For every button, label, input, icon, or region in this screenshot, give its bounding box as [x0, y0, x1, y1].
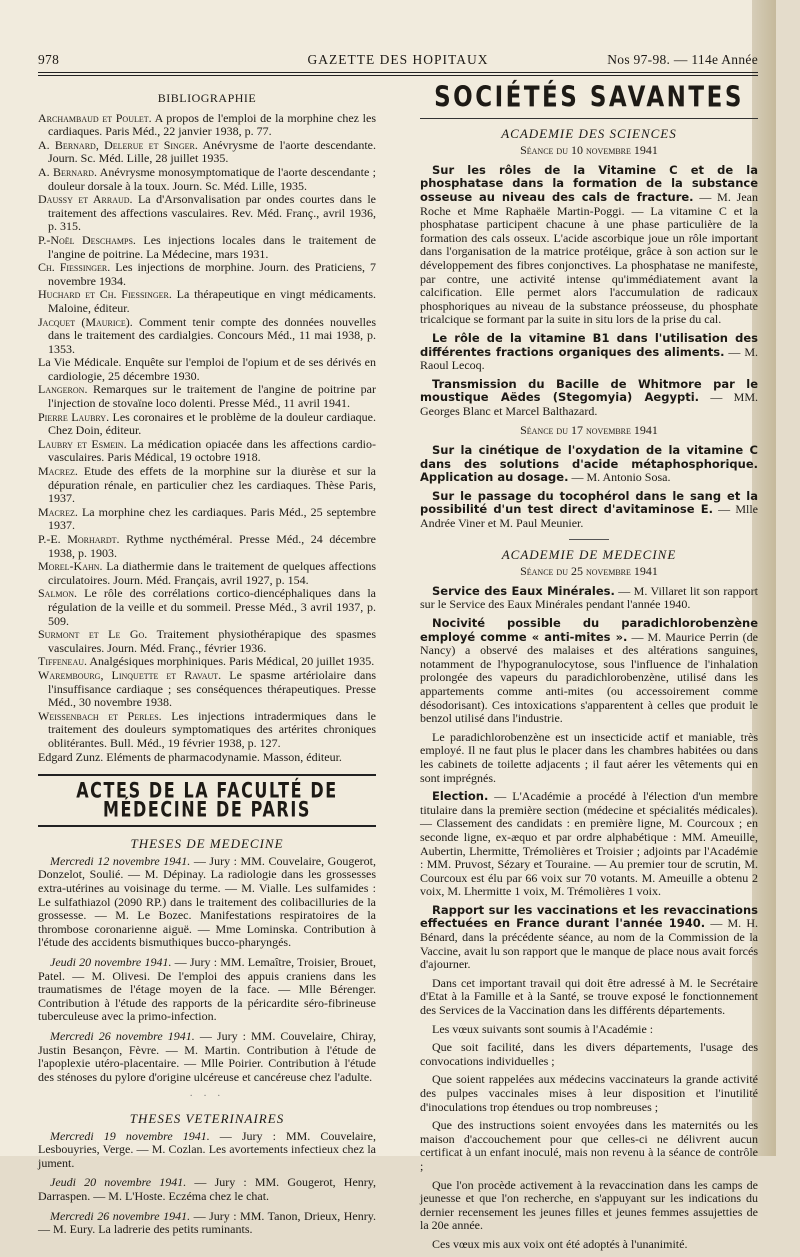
- reference-author: Surmont et Le Go.: [38, 627, 148, 642]
- item-text: — M. Maurice Perrin (de Nancy) a observé des malaises et des altérations sanguines, notamment de l'hypogranulocytose, sous l'influence de l'inhalation prolongée des vapeurs du paradichlorobenzène, utilisé dans les appartements comme anti-mites (ou accessoirement comme désodorisant). Ces intoxications s'apparentent à celles que produit le benzol utilisé dans l'industrie.: [420, 629, 759, 726]
- reference-text: Les coronaires et le problème de la douleur cardiaque. Chez Doin, éditeur.: [48, 409, 376, 438]
- item-title: Sur la cinétique de l'oxydation de la vitamine C dans des solutions d'acide métaphosphorique. Application au dosage.: [420, 443, 758, 485]
- reference-author: Laubry et Esmein.: [38, 436, 127, 451]
- reference-author: Morel-Kahn.: [38, 559, 103, 574]
- bibliography-entry: [38, 587, 376, 628]
- society-item: [420, 585, 758, 612]
- thesis-text: — Jury : MM. Gougerot, Henry, Darraspen. — M. L'Hoste. Eczéma chez le chat.: [38, 1175, 376, 1203]
- item-title: Le rôle de la vitamine B1 dans l'utilisation des différentes fractions organiques des aliments.: [420, 330, 758, 359]
- header-rule-2: [38, 75, 758, 76]
- bibliography-entry: [38, 288, 376, 315]
- seance-date: Séance du 10 novembre 1941: [520, 143, 658, 158]
- academie-medecine-title: ACADEMIE DE MEDECINE: [501, 546, 677, 562]
- reference-text: A propos de l'emploi de la morphine chez les cardiaques. Paris Méd., 22 janvier 1938, p. 77.: [48, 110, 376, 139]
- item-text: Dans cet important travail qui doit être adressé à M. le Secrétaire d'Etat à la Famille et à la Santé, se trouve exposé le fonctionnement des Services de la Vaccination dans les différents départements.: [420, 975, 758, 1018]
- bibliography-entry: [38, 438, 376, 465]
- bibliography-entry: [38, 465, 376, 506]
- society-item: [420, 790, 758, 899]
- reference-text: Rythme nycthéméral. Presse Méd., 24 décembre 1938, p. 1903.: [48, 532, 376, 560]
- item-text: — M. Villaret lit son rapport sur le Service des Eaux Minérales pendant l'année 1940.: [420, 583, 758, 612]
- society-item: [420, 1238, 758, 1252]
- reference-author: Macrez.: [38, 504, 78, 519]
- actes-title: ACTES DE LA FACULTÉ DE MÉDECINE DE PARIS: [76, 777, 338, 822]
- item-text: — M. Jean Roche et Mme Raphaële Martin-Poggi. — La vitamine C et la phosphatase participent chacune à une phase particulière de la formation des cals osseux. L'acide ascorbique joue un rôle important dans l'organisation de la matrice protéique, grâce à son action sur le développement des fibres conjonctives. La phosphatase ne manifeste, par contre, une activité intense qu'immédiatement avant la calcification. Elle permet alors l'accumulation de radicaux phosphoriques au niveau de la substance préosseuse, du phosphate tricalcique se formant par la suite in situ lors de la prise du cal.: [420, 189, 758, 327]
- academie-sciences-items-2: [420, 444, 758, 531]
- thesis-date: Mercredi 26 novembre 1941.: [50, 1208, 191, 1223]
- thesis-entry: [38, 1210, 376, 1237]
- bibliography-entry: [38, 139, 376, 166]
- reference-author: P.-E. Morhardt.: [38, 532, 120, 546]
- reference-text: Le spasme artériolaire dans l'insuffisance cardiaque ; ses conséquences thérapeutiques. Presse Méd., 30 novembre 1938.: [48, 667, 377, 710]
- thesis-date: Mercredi 26 novembre 1941.: [50, 1029, 195, 1043]
- thesis-date: Jeudi 20 novembre 1941.: [50, 1175, 187, 1190]
- seance-date: Séance du 17 novembre 1941: [520, 423, 658, 438]
- separator-rule: [569, 539, 609, 540]
- item-text: Les vœux suivants sont soumis à l'Académie :: [432, 1021, 654, 1036]
- section-rule-3: [420, 118, 758, 119]
- academie-sciences-title: ACADEMIE DES SCIENCES: [501, 125, 677, 141]
- reference-text: Traitement physiothérapique des spasmes vasculaires. Journ. Méd. Franç., février 1936.: [48, 627, 376, 655]
- journal-title: GAZETTE DES HOPITAUX: [307, 52, 489, 67]
- header-rule: [38, 72, 758, 73]
- reference-text: La morphine chez les cardiaques. Paris Méd., 25 septembre 1937.: [48, 504, 376, 533]
- bibliography-entry: [38, 628, 376, 655]
- thesis-entry: [38, 855, 376, 950]
- item-text: Que des instructions soient envoyées dans les maternités ou les maison d'accouchement pour que celles-ci ne délivrent aucun certificat à un enfant inoculé, mais non revenu à la séance de contrôle ;: [420, 1118, 758, 1173]
- item-title: Nocivité possible du paradichlorobenzène employé comme « anti-mites ».: [420, 616, 758, 644]
- reference-text: Etude des effets de la morphine sur la diurèse et sur la dépuration rénale, en particulier chez les cardiaques. Thèse Paris, 1937.: [48, 464, 376, 506]
- separator: · · ·: [189, 1091, 225, 1103]
- section-rule: [38, 774, 376, 776]
- thesis-entry: [38, 1176, 376, 1203]
- society-item: [420, 164, 758, 327]
- society-item: [420, 332, 758, 373]
- reference-text: Les injections locales dans le traitement de l'angine de poitrine. La Médecine, mars 1931.: [48, 232, 376, 261]
- reference-author: Archambaud et Poulet.: [38, 110, 152, 125]
- academie-medecine-items: [420, 585, 758, 1252]
- bibliography-entry: [38, 261, 376, 288]
- thesis-date: Mercredi 19 novembre 1941.: [50, 1128, 210, 1143]
- reference-author: A. Bernard.: [38, 164, 97, 179]
- reference-text: Le rôle des corrélations cortico-diencéphaliques dans la régulation de la veille et du sommeil. Presse Méd., 3 avril 1937, p. 509.: [48, 586, 376, 628]
- item-text: Que l'on procède activement à la revaccination dans les camps de jeunesse et que l'on recherche, en s'appuyant sur les indications du dernier recensement les jeunes filles et jeunes femmes assujetties de la 20e année.: [420, 1177, 758, 1233]
- thesis-entry: [38, 1030, 376, 1084]
- right-column: [420, 81, 759, 1257]
- item-text: — M. Raoul Lecoq.: [420, 344, 759, 373]
- bibliography-entry: [38, 356, 376, 383]
- item-text: — M. H. Bénard, dans la précédente séance, au nom de la Commission de la Vaccine, avait lu son rapport que le manque de place nous avait forcés d'ajourner.: [420, 916, 759, 972]
- reference-text: La thérapeutique en vingt médicaments. Maloine, éditeur.: [48, 287, 376, 315]
- reference-author: Salmon.: [38, 586, 78, 601]
- reference-text: La médication opiacée dans les affections cardio-vasculaires. Paris Médical, 19 octobre 1918.: [48, 436, 376, 465]
- reference-text: Comment tenir compte des données nouvelles dans le traitement des cardialgies. Concours Méd., 11 mai 1938, p. 1353.: [48, 314, 376, 356]
- reference-author: Warembourg, Linquette et Ravaut.: [38, 667, 222, 682]
- societes-title: SOCIÉTÉS SAVANTES: [434, 81, 744, 115]
- item-text: — Mlle Andrée Viner et M. Paul Meunier.: [420, 502, 758, 531]
- reference-author: Jacquet (Maurice).: [38, 314, 133, 329]
- issue-number: Nos 97-98. — 114e Année: [607, 52, 758, 67]
- reference-author: A. Bernard, Delerue et Singer.: [38, 137, 198, 152]
- thesis-text: — Jury : MM. Couvelaire, Lesbouyries, Verge. — M. Cozlan. Les avortements infectieux chez la jument.: [38, 1128, 376, 1170]
- bibliography-entry: [38, 112, 376, 139]
- item-text: Ces vœux mis aux voix ont été adoptés à l'unanimité.: [432, 1236, 688, 1251]
- theses-veterinaires-list: [38, 1130, 376, 1237]
- society-item: [420, 378, 758, 419]
- item-title: Service des Eaux Minérales.: [432, 583, 615, 598]
- item-text: — M. Antonio Sosa.: [568, 470, 671, 485]
- bibliography-entry: [38, 751, 376, 765]
- society-item: [420, 731, 758, 785]
- bibliography-entry: [38, 655, 376, 669]
- reference-author: Tiffeneau.: [38, 654, 87, 669]
- thesis-date: Mercredi 12 novembre 1941.: [50, 853, 191, 868]
- bibliography-entry: [38, 193, 376, 234]
- theses-veterinaires-title: THESES VETERINAIRES: [129, 1110, 285, 1126]
- academie-sciences-items-1: [420, 164, 758, 419]
- reference-author: P.-Noël Deschamps.: [38, 232, 136, 247]
- item-text: — MM. Georges Blanc et Marcel Balthazard.: [420, 390, 758, 418]
- bibliography-entry: [38, 234, 376, 261]
- society-item: [420, 904, 758, 972]
- bibliography-list: [38, 112, 376, 765]
- thesis-text: — Jury : MM. Couvelaire, Chiray, Justin Besançon, Fèvre. — M. Martin. Contribution à l'étude de l'apoplexie utéro-placentaire. — Mlle Poirier. Contribution à l'étude des sténoses du pylore d'origine ulcéreuse et cancéreuse chez l'adulte.: [38, 1029, 376, 1084]
- reference-text: Les injections intradermiques dans le traitement des douleurs symptomatiques des artérites chroniques oblitérantes. Bull. Méd., 19 février 1938, p. 127.: [48, 708, 376, 750]
- item-title: Sur les rôles de la Vitamine C et de la phosphatase dans la formation de la substance osseuse au niveau des cals de fracture.: [420, 162, 758, 204]
- society-item: [420, 1023, 758, 1037]
- left-column: [38, 92, 376, 1243]
- section-rule-2: [38, 825, 376, 827]
- society-item: [420, 977, 758, 1018]
- theses-medecine-title: THESES DE MEDECINE: [130, 836, 284, 852]
- reference-author: Daussy et Arraud.: [38, 192, 133, 207]
- item-text: Que soit facilité, dans les divers départements, l'usage des convocations individuelles ;: [420, 1040, 758, 1068]
- seance-date: Séance du 25 novembre 1941: [520, 564, 658, 579]
- bibliography-entry: [38, 316, 376, 357]
- reference-text: Les injections de morphine. Journ. des Praticiens, 7 novembre 1934.: [48, 260, 376, 288]
- society-item: [420, 444, 758, 485]
- society-item: [420, 490, 758, 531]
- society-item: [420, 1179, 758, 1233]
- item-title: Rapport sur les vaccinations et les revaccinations effectuées en France durant l'année 1940.: [420, 902, 758, 931]
- reference-author: Weissenbach et Perles.: [38, 708, 162, 723]
- bibliography-entry: [38, 560, 376, 587]
- reference-author: Huchard et Ch. Fiessinger.: [38, 287, 172, 302]
- thesis-text: — Jury : MM. Couvelaire, Gougerot, Donzelot, Soulié. — M. Dépinay. La radiologie dans les grossesses extra-utérines au voisinage du terme. — M. Vialle. Les sulfamides : Le sulfathiazol (2090 RP.) dans le traitement des colibacilluries de la grossesse. — M. Le Bozec. Manifestations respiratoires de la thrombose coronarienne aiguë. — Mme Lominska. Contribution à l'étude des accidents bismuthiques bucco-pharyngés.: [38, 853, 376, 950]
- reference-text: Analgésiques morphiniques. Paris Médical, 20 juillet 1935.: [87, 654, 375, 669]
- item-title: Election.: [432, 789, 489, 804]
- bibliography-entry: [38, 166, 376, 193]
- society-item: [420, 1073, 758, 1114]
- item-title: Transmission du Bacille de Whitmore par le moustique Aëdes (Stegomyia) Aegypti.: [420, 376, 758, 405]
- bibliography-entry: [38, 710, 376, 751]
- bibliography-entry: [38, 533, 376, 560]
- reference-text: La diathermie dans le traitement de quelques affections circulatoires. Journ. Méd. Français, avril 1927, p. 154.: [48, 559, 376, 587]
- item-title: Sur le passage du tocophérol dans le sang et la possibilité d'un test direct d'avitaminose E.: [420, 488, 758, 517]
- thesis-text: — Jury : MM. Tanon, Drieux, Henry. — M. Eury. La ladrerie des petits ruminants.: [38, 1208, 376, 1237]
- item-text: Que soient rappelées aux médecins vaccinateurs la grande activité des pulpes vaccinales mises à leur disposition et l'inutilité d'inoculations trop étendues ou trop nombreuses ;: [420, 1072, 758, 1114]
- reference-author: Ch. Fiessinger.: [38, 260, 111, 275]
- bibliography-entry: [38, 506, 376, 533]
- society-item: [420, 1041, 758, 1068]
- bibliography-entry: [38, 669, 376, 710]
- page-number: 978: [38, 52, 60, 67]
- reference-text: Anévrysme monosymptomatique de l'aorte descendante ; douleur dorsale à la toux. Journ. Sc. Méd. Lille, 1935.: [48, 164, 376, 193]
- reference-text: Remarques sur le traitement de l'angine de poitrine par l'injection de stovaïne loco dolenti. Presse Méd., 11 avril 1941.: [48, 382, 376, 411]
- item-text: — L'Académie a procédé à l'élection d'un membre titulaire dans la première section (médecine et spécialités médicales). — Classement des candidats : en première ligne, M. Courcoux ; en seconde ligne, ex-æquo et par ordre alphabétique : MM. Ameuille, Aubertin, Lhermitte, Trémolières et Troisier ; adjoints par l'Académie : MM. Pruvost, Sézary et Touraine. — Au premier tour de scrutin, M. Courcoux est élu par 66 voix sur 70 votants. M. Ameuille a obtenu 2 voix, M. Lhermitte 1 voix, M. Trémolières 1 voix.: [420, 789, 758, 899]
- thesis-text: — Jury : MM. Lemaître, Troisier, Brouet, Patel. — M. Olivesi. De l'emploi des appuis craniens dans les traumatismes de l'étage moyen de la face. — Mlle Bérenger. Contribution à l'étude des rapports de la péricardite séro-fibrineuse tuberculeuse avec la primo-infection.: [38, 955, 376, 1024]
- bibliography-entry: [38, 383, 376, 410]
- running-header: [38, 52, 758, 72]
- reference-text: La d'Arsonvalisation par ondes courtes dans le traitement des affections vasculaires. Rev. Méd. Franç., avril 1936, p. 315.: [48, 192, 376, 234]
- theses-medecine-list: [38, 855, 376, 1085]
- reference-author: Macrez.: [38, 464, 78, 479]
- bibliography-entry: [38, 411, 376, 438]
- society-item: [420, 617, 758, 726]
- bibliography-title: BIBLIOGRAPHIE: [157, 91, 257, 105]
- society-item: [420, 1119, 758, 1173]
- thesis-entry: [38, 956, 376, 1024]
- reference-author: Pierre Laubry.: [38, 409, 110, 424]
- item-text: Le paradichlorobenzène est un insecticide actif et maniable, très employé. Il ne faut plus le placer dans les chambres habitées ou dans les cabinets de toilette adjacents ; il faut aérer les vêtements qui en sont imprégnés.: [420, 729, 758, 785]
- reference-author: Langeron.: [38, 382, 88, 397]
- thesis-entry: [38, 1130, 376, 1171]
- thesis-date: Jeudi 20 novembre 1941.: [50, 955, 172, 970]
- reference-text: La Vie Médicale. Enquête sur l'emploi de l'opium et de ses dérivés en cardiologie, 25 décembre 1930.: [38, 355, 376, 383]
- reference-text: Anévrysme de l'aorte descendante. Journ. Sc. Méd. Lille, 28 juillet 1935.: [48, 137, 376, 166]
- reference-text: Edgard Zunz. Eléments de pharmacodynamie. Masson, éditeur.: [38, 749, 342, 764]
